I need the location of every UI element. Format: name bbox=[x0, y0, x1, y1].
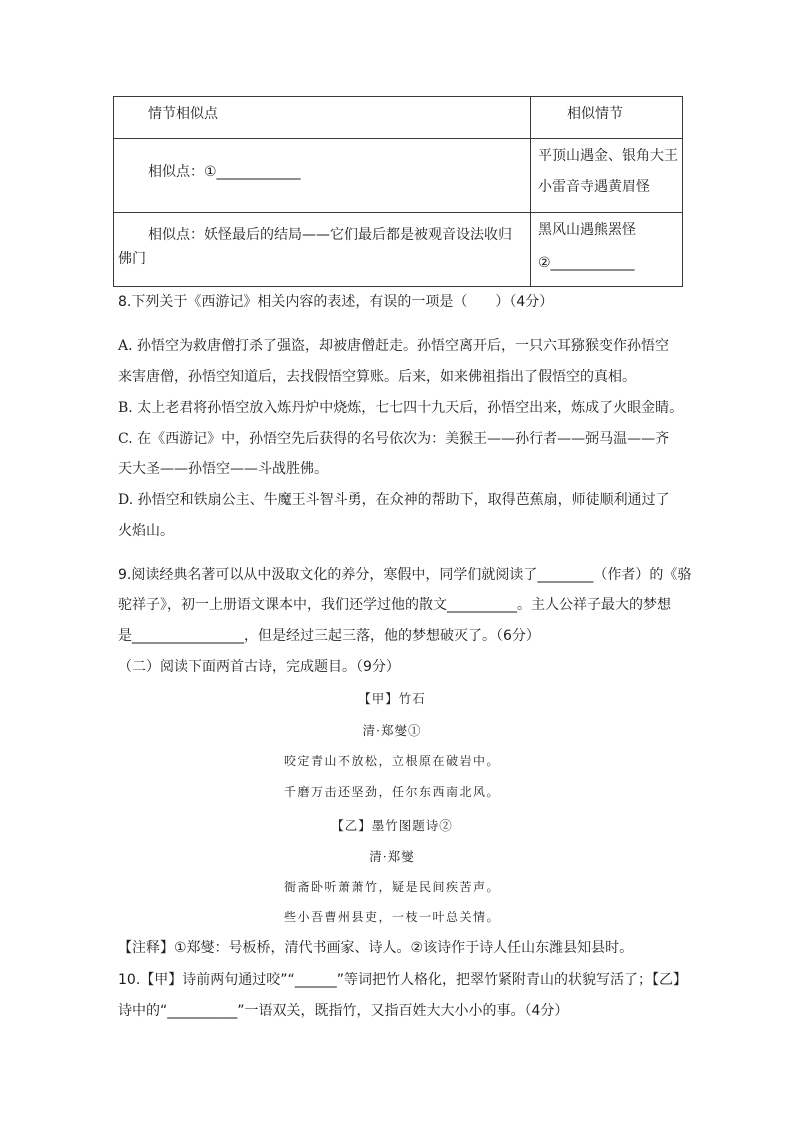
table-cell bbox=[114, 97, 531, 139]
poem-1-title: 【甲】竹石 bbox=[358, 691, 426, 706]
question-8-stem: 8.下列关于《西游记》相关内容的表述，有误的一项是（ ）（4分） bbox=[118, 294, 554, 310]
question-10-line: 诗中的“__________”一语双关，既指竹，又指百姓大大小小的事。（4分） bbox=[118, 1003, 569, 1019]
poem-2-line: 衙斋卧听萧萧竹，疑是民间疾苦声。 bbox=[283, 880, 500, 894]
poem-2-title: 【乙】墨竹图题诗② bbox=[331, 818, 453, 833]
plot-item: 平顶山遇金、银角大王 bbox=[538, 148, 678, 164]
header-similar-plot: 相似情节 bbox=[567, 106, 623, 122]
table-cell bbox=[114, 139, 531, 213]
option-a-line: 来害唐僧，孙悟空知道后，去找假悟空算账。后来，如来佛祖指出了假悟空的真相。 bbox=[118, 369, 636, 385]
poem-1-line: 千磨万击还坚劲，任尔东西南北风。 bbox=[283, 785, 500, 799]
table-cell bbox=[531, 139, 683, 213]
table-header-row bbox=[114, 97, 683, 139]
poem-1-author: 清·郑燮① bbox=[362, 723, 422, 738]
section-2-heading: （二）阅读下面两首古诗，完成题目。（9分） bbox=[118, 659, 400, 675]
question-9-line: 9.阅读经典名著可以从中汲取文化的养分，寒假中，同学们就阅读了________（作者）的《骆 bbox=[118, 567, 692, 583]
table-row bbox=[114, 213, 683, 287]
poem-1-line: 咬定青山不放松，立根原在破岩中。 bbox=[283, 754, 500, 768]
option-b-line: B. 太上老君将孙悟空放入炼丹炉中烧炼，七七四十九天后，孙悟空出来，炼成了火眼金睛。 bbox=[118, 400, 684, 416]
option-d-line: 火焰山。 bbox=[118, 523, 174, 539]
poem-2-author: 清·郑燮 bbox=[369, 849, 415, 864]
similarity-text: 佛门 bbox=[118, 251, 146, 267]
plot-item: 小雷音寺遇黄眉怪 bbox=[538, 179, 650, 195]
similarity-blank-1: 相似点：①____________ bbox=[148, 164, 301, 180]
question-9-line: 是________________，但是经过三起三落，他的梦想破灭了。（6分） bbox=[118, 628, 540, 644]
table-cell bbox=[531, 97, 683, 139]
table-cell bbox=[531, 213, 683, 287]
annotation-note: 【注释】①郑燮：号板桥，清代书画家、诗人。②该诗作于诗人任山东潍县知县时。 bbox=[118, 940, 634, 956]
question-9-line: 驼祥子》，初一上册语文课本中，我们还学过他的散文__________。主人公祥子最大的梦想 bbox=[118, 597, 671, 613]
plot-item: 黑风山遇熊罴怪 bbox=[538, 222, 636, 238]
header-plot-similarity: 情节相似点 bbox=[148, 106, 218, 122]
question-10-line: 10.【甲】诗前两句通过咬”“______”等词把竹人格化，把翠竹紧附青山的状貌写活了；【乙】 bbox=[118, 972, 688, 988]
plot-blank-2: ②____________ bbox=[538, 255, 635, 271]
option-d-line: D. 孙悟空和铁扇公主、牛魔王斗智斗勇，在众神的帮助下，取得芭蕉扇，师徒顺利通过了 bbox=[118, 492, 670, 508]
plot-comparison-table bbox=[113, 96, 683, 287]
poem-2-line: 些小吾曹州县吏，一枝一叶总关情。 bbox=[283, 910, 500, 924]
table-cell bbox=[114, 213, 531, 287]
similarity-text: 相似点：妖怪最后的结局——它们最后都是被观音设法收归 bbox=[148, 227, 512, 243]
option-c-line: 天大圣——孙悟空——斗战胜佛。 bbox=[118, 461, 328, 477]
option-a-line: A. 孙悟空为救唐僧打杀了强盗，却被唐僧赶走。孙悟空离开后，一只六耳猕猴变作孙悟空 bbox=[118, 338, 670, 354]
table-row bbox=[114, 139, 683, 213]
option-c-line: C. 在《西游记》中，孙悟空先后获得的名号依次为：美猴王——孙行者——弼马温——齐 bbox=[118, 431, 670, 447]
